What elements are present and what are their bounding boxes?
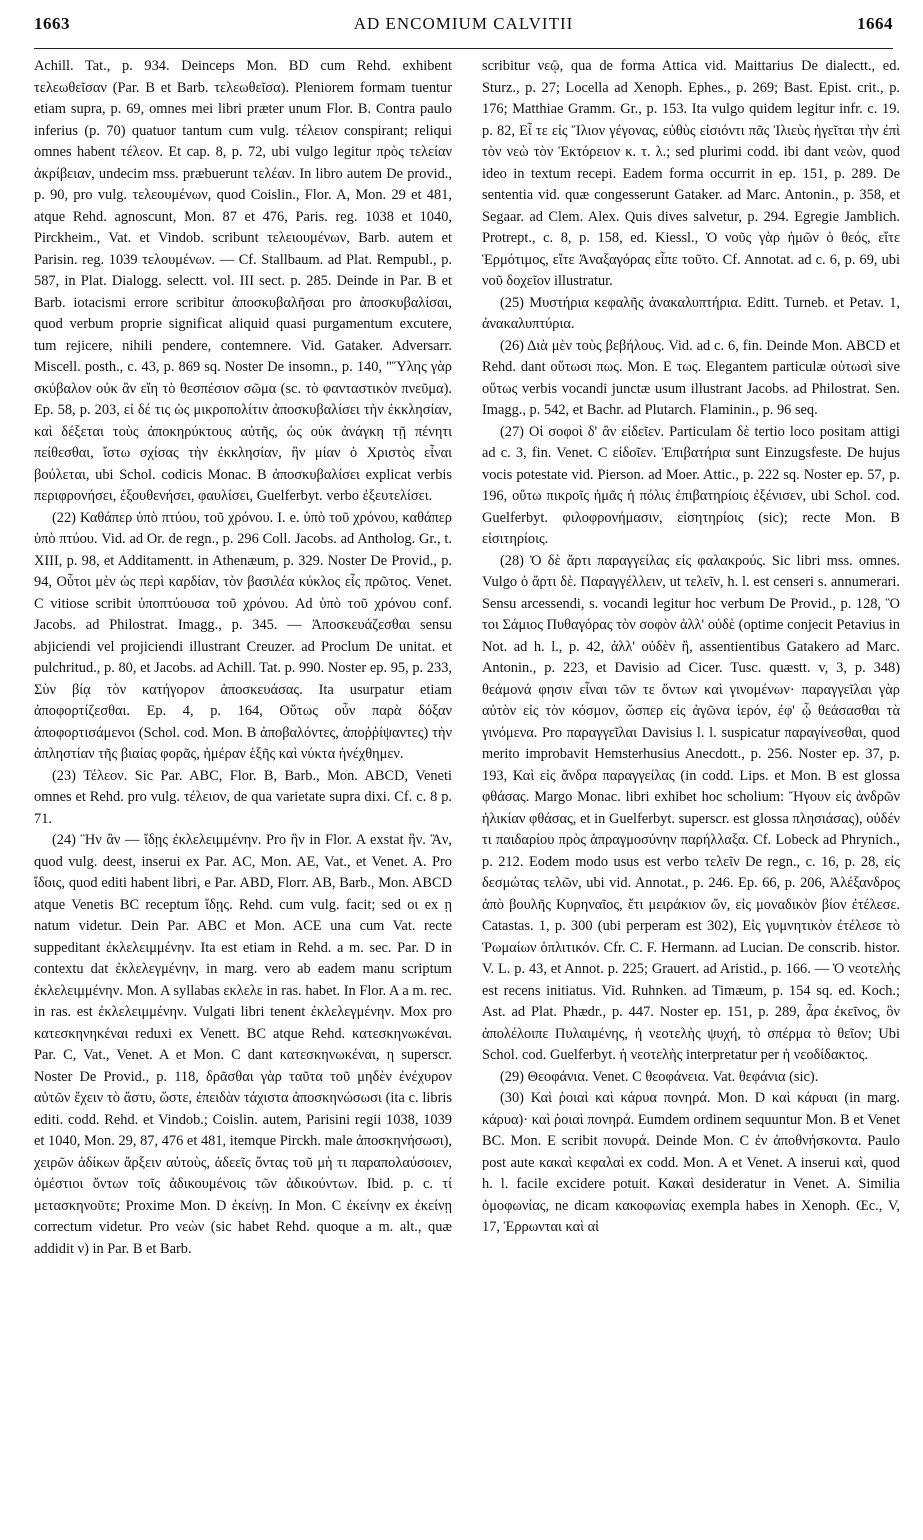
page-number-left: 1663	[34, 14, 70, 33]
right-column	[482, 56, 900, 1526]
note-29: (29) Θεοφάνια. Venet. C θεοφάνεια. Vat. θεφάνια (sic).	[500, 1068, 819, 1085]
note-22: (22) Καθάπερ ὑπὸ πτύου, τοῦ χρόνου. I. e. ὑπὸ τοῦ χρόνου, καθάπερ ὑπὸ πτύου. Vid. ad Or. de regn., p. 296 Coll. Jacobs. ad Antholog. Gr., t. XIII, p. 98, et Additamentt. in Athenæum, p. 329. Noster De Provid., p. 94, Οὗτοι μὲν ὡς περὶ καρδίαν, τὸν βασιλέα κύκλος εἷς πρῶτος. Venet. C vitiose scribit ὑποπτύουσα τοῦ χρόνου. Ad ὑπὸ τοῦ χρόνου conf. Jacobs. ad Philostrat. Imagg., p. 345. — Ἀποσκευάζεσθαι sensu abjiciendi vel projiciendi illustrant Creuzer. ad Proclum De unitat. et pulchritud., p. 80, et Jacobs. ad Achill. Tat. p. 990. Noster ep. 95, p. 233, Σὺν βίᾳ τὸν κατήγορον ἀποσκευάσας. Ita usurpatur etiam ἀποφορτίζεσθαι. Ep. 4, p. 164, Οὕτως οὖν παρὰ δόξαν ἀποφορτισάμενοι (Schol. cod. Mon. B ἀποβαλόντες, ἀποῤῥίψαντες) τὴν ἀπληστίαν τῆς βιαίας φορᾶς, ἡμέραν ἑξῆς καὶ νύκτα ἠνέχθημεν.	[34, 509, 452, 762]
note-27: (27) Οἱ σοφοὶ δ' ἂν εἰδεῖεν. Particulam δὲ tertio loco positam attigi ad c. 3, fin. Venet. C εἰδοῖεν. Ἐπιβατήρια sunt Einzugsfeste. De hujus vocis potestate vid. Pierson. ad Moer. Attic., p. 222 sq. Noster ep. 57, p. 196, οὕτω πικροῖς ἡμᾶς ἡ πόλις ἐπιβατηρίοις ἐξένισεν, ubi Schol. cod. Guelferbyt. φιλοφρονήμασιν, εἰσητηρίοις (sic); recte Mon. B εἰσιτηρίοις.	[482, 423, 900, 547]
left-column	[34, 56, 452, 1526]
note-30: (30) Καὶ ῥοιαὶ καὶ κάρυα πονηρά. Mon. D καὶ κάρυαι (in marg. κάρυα)· καὶ ῥοιαὶ πονηρά. Eumdem ordinem sequuntur Mon. B et Venet BC. Mon. E scribit πονυρά. Deinde Mon. C ἐν ἀποθνήσκοντα. Paulo post aute κακαὶ κεφαλαὶ ex codd. Mon. A et Venet. A inserui καὶ, quod h. l. facile excidere potuit. Κακαὶ desideratur in Venet. A. Similia ὁμοφωνίας, ne dicam κακοφωνίας exempla habes in Xenoph. Œc., V, 17, Ἐρρωνται καὶ αἱ	[482, 1090, 900, 1235]
note-23: (23) Τέλεον. Sic Par. ABC, Flor. B, Barb., Mon. ABCD, Veneti omnes et Rehd. pro vulg. τέλειον, de qua varietate supra dixi. Cf. c. 8 p. 71.	[34, 767, 452, 827]
note-26: (26) Διὰ μὲν τοὺς βεβήλους. Vid. ad c. 6, fin. Deinde Mon. ABCD et Rehd. dant οὕτωσι πως. Mon. E τως. Elegantem particulæ οὑτωσὶ sive οὕτως verbis vocandi junctæ usum illustrant Jacobs. ad Philostrat. Sen. Imagg., p. 542, et Bachr. ad Plutarch. Flaminin., p. 96 seq.	[482, 337, 900, 418]
running-header	[34, 14, 893, 42]
running-title: AD ENCOMIUM CALVITII	[353, 14, 574, 33]
note-25: (25) Μυστήρια κεφαλῆς ἀνακαλυπτήρια. Editt. Turneb. et Petav. 1, ἀνακαλυπτύρια.	[482, 294, 900, 332]
paragraph: scribitur νεῷ, qua de forma Attica vid. Maittarius De dialectt., ed. Sturz., p. 27; Locella ad Xenoph. Ephes., p. 269; Bast. Epist. crit., p. 176; Matthiae Gramm. Gr., p. 153. Ita vulgo quidem legitur infr. c. 19. p. 82, Εἶ τε εἰς Ἴλιον γέγονας, εὐθὺς εἰσιόντι πᾶς Ἰλιεὺς ἡγεῖται τὴν ἐπὶ τὸν νεὼ τὸν Ἑκτόρειον κ. τ. λ.; sed plurimi codd. ibi dant νεὼν, quod ideo in textum recepi. Eadem forma occurrit in ep. 151, p. 289. De sententia vid. quæ congesserunt Gataker. ad Marc. Antonin., p. 358, et Segaar. ad Clem. Alex. Quis dives salvetur, p. 294. Egregie Jamblich. Protrept., c. 8, p. 158, ed. Kiessl., Ὁ νοῦς γὰρ ἡμῶν ὁ θεός, εἴτε Ἑρμότιμος, εἴτε Ἀναξαγόρας εἶπε τοῦτο. Cf. Annotat. ad c. 6, p. 69, ubi νοῦ δοχεῖον illustratur.	[482, 58, 900, 289]
note-28: (28) Ὁ δὲ ἄρτι παραγγείλας εἰς φαλακρούς. Sic libri mss. omnes. Vulgo ὁ ἄρτι δὲ. Παραγγέλλειν, ut τελεῖν, h. l. est censeri s. annumerari. Sensu arcessendi, s. vocandi legitur hoc verbum De Provid., p. 128, Ὃ τοι Σάμιος Πυθαγόρας τὸν σοφὸν ἀλλ' οὐδὲ (optime conjecit Petavius in Not. ad h. l., p. 42, ἀλλ' οὐδὲν ἢ, assentientibus Gatakero ad Marc. Antonin., p. 223, et Davisio ad Cicer. Tusc. quæstt. v, 3, p. 348) θεάμονά φησιν εἶναι τῶν τε ὄντων καὶ γινομένων· παραγγεῖλαι γὰρ αὐτὸν εἰς τὸν κόσμον, ὥσπερ εἰς ἀγῶνα ἱερόν, ἐφ' ᾧ θεάσασθαι τὰ γινόμενα. Pro παραγγεῖλαι Davisius l. l. suspicatur παραγίνεσθαι, quod merito improbavit Hemsterhusius Anecdott., p. 256. Noster ep. 37, p. 193, Καὶ εἰς ἄνδρα παραγγείλας (in codd. Lips. et Mon. B est glossa φθάσας. Margo Monac. libri exhibet hoc scholium: Ἤγουν εἰς ἀνδρῶν ἡλικίαν φθάσας, et in Guelferbyt. superscr. est glossa πλησιάσας), οὐδέν τι παιδαρίου πρὸς ἁπραγμοσύνην παρήλλαξα. Cf. Lobeck ad Phrynich., p. 212. Eodem modo usus est verbo τελεῖν De regn., c. 16, p. 28, εἰς δεσμώτας τελῶν, ubi vid. Annotat., p. 246. Ep. 66, p. 206, Ἀλέξανδρος ἀπὸ βουλῆς Κυρηναῖος, ἔτι μειράκιον ὤν, εἰς μοναδικὸν βίον ἐτέλεσε. Catastas. 1, p. 300 (ubi perperam est 302), Εἰς γυμνητικὸν ἐτέλεσε τὸ Ῥωμαίων ὁπλιτικόν. Cfr. C. F. Hermann. ad Lucian. De conscrib. histor. V. L. p. 43, et Annot. p. 225; Grauert. ad Aristid., p. 166. — Ὁ νεοτελὴς est recens initiatus. Vid. Ruhnken. ad Timæum, p. 154 sq. ed. Koch.; Ast. ad Plat. Phædr., p. 447. Noster ep. 151, p. 289, ἆρα ἐκεῖνος, ὃν ἀπολέλοιπε Πυλαιμένης, ἡ νεοτελὴς ψυχή, τὸ σπέρμα τὸ θεῖον; Ubi Schol. cod. Guelferbyt. ἡ νεοτελὴς interpretatur per ἡ νεοδίδακτος.	[482, 552, 900, 1063]
header-rule	[34, 48, 893, 49]
note-24: (24) Ἣν ἂν — ἴδῃς ἐκλελειμμένην. Pro ἣν in Flor. A exstat ἣν. Ἂν, quod vulg. deest, inserui ex Par. AC, Mon. AE, Vat., et Venet. A. Pro ἴδοις, quod editi habent libri, e Par. ABD, Florr. AB, Barb., Mon. ABCD atque Venetis BC receptum ἴδῃς. Rehd. cum vulg. facit; sed οι ex ῃ natum videtur. Dein Par. ABC et Mon. ACE una cum Vat. recte suppeditant ἐκλελειμμένην. Ita est etiam in Rehd. a m. sec. Par. D in contextu dat ἐκλελεγμένην, in marg. vero ab eadem manu scriptum ἐκλελειμμένην. Mon. A syllabas εκλελε in ras. habet. In Flor. A a m. rec. in ras. est ἐκλελειμμένην. Vulgati libri tenent ἐκλελεγμένην. Mox pro κατεσκηνηκέναι reduxi ex Venett. BC atque Rehd. κατεσκηνωκέναι. Par. C, Vat., Venet. A et Mon. C dant κατεσκηνωκέναι, η superscr. Noster De Provid., p. 118, δρᾶσθαι γὰρ ταῦτα τοῦ μηδὲν ἐνέχυρον αὐτῶν ἔχειν τὸ ἄστυ, ὥστε, ἐπειδὰν τάχιστα ἀποσκηνώσωσι (ita c. libris editi. codd. Rehd. et Vindob.; Coislin. autem, Parisini regii 1038, 1039 et 1040, Mon. 29, 87, 476 et 481, itemque Pirckh. male ἀποσκηνήσωσι), χειρῶν ἀδίκων ἄρξειν αὐτοὺς, ἀδεεῖς ὄντας τοῦ μὴ τι παραπολαύσοιεν, ὁμέστιοι ὄντων τοῖς ἀδικουμένοις τῶν ἀδικούντων. Ibid. p. c. τί μετασκηνοῦτε; Proxime Mon. D ἐκείνῃ. In Mon. C ἐκείνην ex ἐκείνῃ correctum videtur. Pro νεὼν (sic habet Rehd. quoque a m. alt., quæ addidit ν) in Par. B et Barb.	[34, 832, 452, 1257]
paragraph: Achill. Tat., p. 934. Deinceps Mon. BD cum Rehd. exhibent τελεωθεῖσαν (Par. B et Barb. τελεωθεῖσα). Pleniorem formam tuentur etiam supra, p. 69, omnes mei libri præter unum Flor. B. Contra paulo inferius (p. 70) quatuor tantum cum vulg. τέλειον conspirant; reliqui omnes habent τέλεον. Et cap. 8, p. 72, ubi vulgo legitur πρὸς τελείαν ἀκρίβειαν, undecim mss. præbuerunt τελέαν. In libro autem De provid., p. 90, pro vulg. τελεουμένων, quod Coislin., Flor. A, Mon. 29 et 481, atque Rehd. agnoscunt, Mon. 87 et 476, Paris. reg. 1038 et 1040, Pirckheim., Vat. et Vindob. scribunt τελειουμένων, Barb. autem et Parisin. reg. 1039 τελουμένων. — Cf. Stallbaum. ad Plat. Rempubl., p. 587, in Plat. Dialogg. selectt. vol. III sect. p. 285. Deinde in Par. B et Barb. iotacismi errore scribitur ἀποσκυβαλῆσαι pro ἀποσκυβαλίσαι, quod verbum proprie significat aliquid quasi purgamentum excutere, tum rejicere, nihili pendere, contemnere. Vid. Gataker. Adversarr. Miscell. posth., c. 43, p. 869 sq. Noster De insomn., p. 140, "Ὕλης γὰρ σκύβαλον οὐκ ἂν εἴη τὸ θεσπέσιον σῶμα (sc. τὸ φανταστικὸν πνεῦμα). Ep. 58, p. 203, εἰ δέ τις ὡς μικροπολίτιν ἀποσκυβαλίσει τὴν ἐκκλησίαν, καὶ δέξεται τοὺς ἀποκηρύκτους αὐτῆς, ὡς οὐκ ἀνάγκη τῇ πένητι πείθεσθαι, ἴστω σχίσας τὴν ἐκκλησίαν, ἣν μίαν ὁ Χριστὸς εἶναι βούλεται, ubi Schol. codicis Monac. B ἀποσκυβαλίσει explicat verbis περιφρονήσει, ἐξουθενήσει, φαυλίσει, Guelferbyt. verbo ἐξευτελίσει.	[34, 58, 452, 504]
page-number-right: 1664	[857, 14, 893, 33]
